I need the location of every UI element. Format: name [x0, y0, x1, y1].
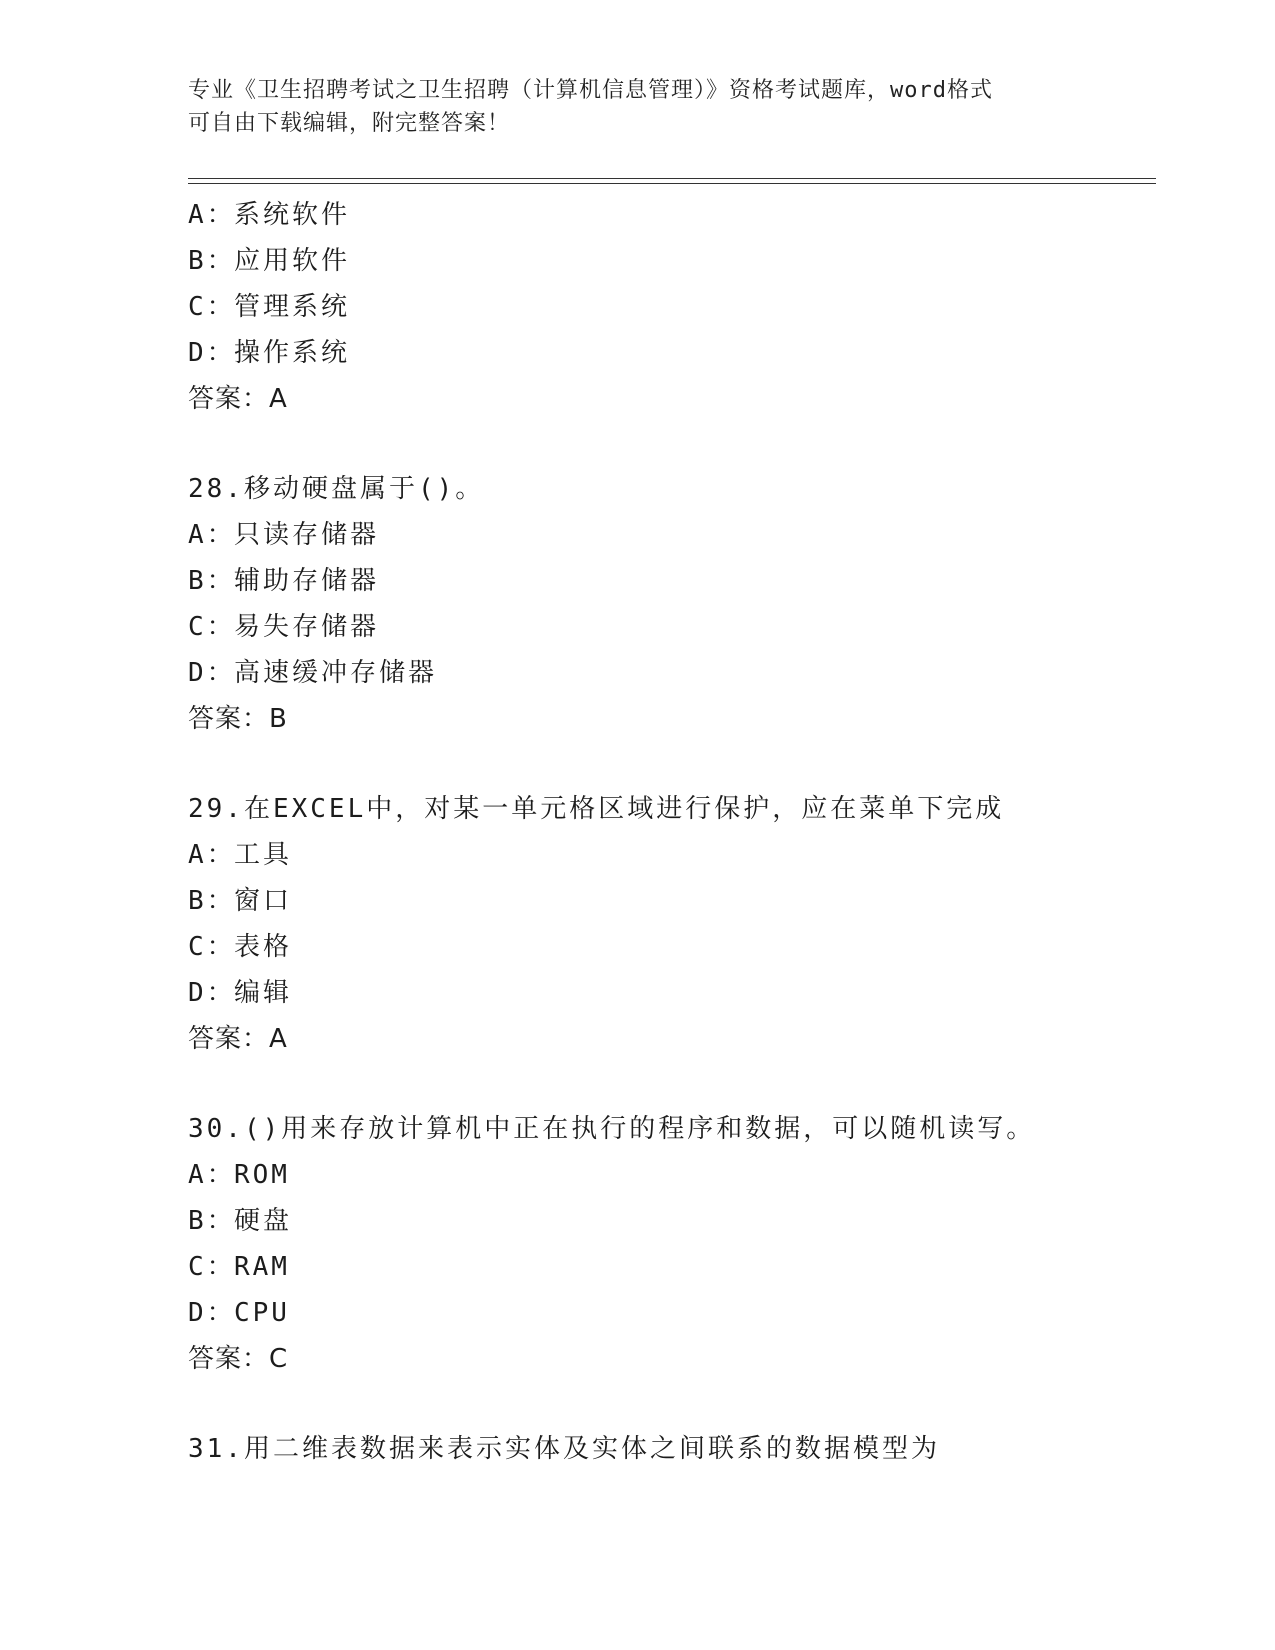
option-b	[188, 238, 1156, 284]
option-label: D：	[188, 658, 236, 688]
spacer	[188, 1382, 1156, 1426]
option-d	[188, 1290, 1156, 1336]
question-30	[188, 1106, 1156, 1382]
header-divider-bottom	[188, 183, 1156, 184]
option-text: 窗口	[234, 886, 293, 916]
question-31	[188, 1426, 1156, 1472]
option-text: 管理系统	[234, 292, 351, 322]
option-c	[188, 604, 1156, 650]
option-b	[188, 878, 1156, 924]
option-d	[188, 970, 1156, 1016]
spacer	[188, 742, 1156, 786]
option-text: 操作系统	[234, 338, 351, 368]
document-header	[188, 74, 1088, 140]
option-a	[188, 192, 1156, 238]
option-label: C：	[188, 612, 236, 642]
option-label: C：	[188, 292, 236, 322]
answer-line: 答案：C	[188, 1344, 289, 1374]
option-a	[188, 512, 1156, 558]
question-29	[188, 786, 1156, 1062]
question-text: 31.用二维表数据来表示实体及实体之间联系的数据模型为	[188, 1434, 940, 1464]
answer-line: 答案：B	[188, 704, 288, 734]
question-text: 29.在EXCEL中，对某一单元格区域进行保护，应在菜单下完成	[188, 794, 1005, 824]
option-text: 高速缓冲存储器	[234, 658, 438, 688]
option-text: 工具	[234, 840, 293, 870]
question-text: 28.移动硬盘属于()。	[188, 474, 485, 504]
option-text: 易失存储器	[234, 612, 380, 642]
option-d	[188, 650, 1156, 696]
option-label: B：	[188, 886, 236, 916]
option-label: B：	[188, 1206, 236, 1236]
option-c	[188, 284, 1156, 330]
option-label: C：	[188, 1252, 236, 1282]
option-text: 表格	[234, 932, 293, 962]
option-d	[188, 330, 1156, 376]
option-text: CPU	[234, 1298, 290, 1328]
option-text: 编辑	[234, 978, 293, 1008]
option-text: ROM	[234, 1160, 290, 1190]
header-line-1: 专业《卫生招聘考试之卫生招聘（计算机信息管理）》资格考试题库，word格式	[188, 78, 993, 103]
option-text: 应用软件	[234, 246, 351, 276]
option-a	[188, 832, 1156, 878]
option-label: D：	[188, 338, 236, 368]
question-list	[188, 192, 1156, 1472]
option-b	[188, 558, 1156, 604]
spacer	[188, 1062, 1156, 1106]
option-label: D：	[188, 978, 236, 1008]
answer-line: 答案：A	[188, 384, 288, 414]
question-27	[188, 192, 1156, 422]
answer-line: 答案：A	[188, 1024, 288, 1054]
option-c	[188, 924, 1156, 970]
option-text: 系统软件	[234, 200, 351, 230]
option-b	[188, 1198, 1156, 1244]
option-text: 只读存储器	[234, 520, 380, 550]
question-28	[188, 466, 1156, 742]
option-label: B：	[188, 566, 236, 596]
option-text: RAM	[234, 1252, 290, 1282]
option-text: 硬盘	[234, 1206, 293, 1236]
option-label: D：	[188, 1298, 236, 1328]
option-label: A：	[188, 200, 236, 230]
header-divider-top	[188, 178, 1156, 179]
option-c	[188, 1244, 1156, 1290]
header-line-2: 可自由下载编辑，附完整答案！	[188, 111, 511, 136]
option-label: B：	[188, 246, 236, 276]
option-label: A：	[188, 1160, 236, 1190]
option-label: A：	[188, 520, 236, 550]
question-text: 30.()用来存放计算机中正在执行的程序和数据，可以随机读写。	[188, 1114, 1036, 1144]
spacer	[188, 422, 1156, 466]
option-label: A：	[188, 840, 236, 870]
option-text: 辅助存储器	[234, 566, 380, 596]
option-label: C：	[188, 932, 236, 962]
option-a	[188, 1152, 1156, 1198]
